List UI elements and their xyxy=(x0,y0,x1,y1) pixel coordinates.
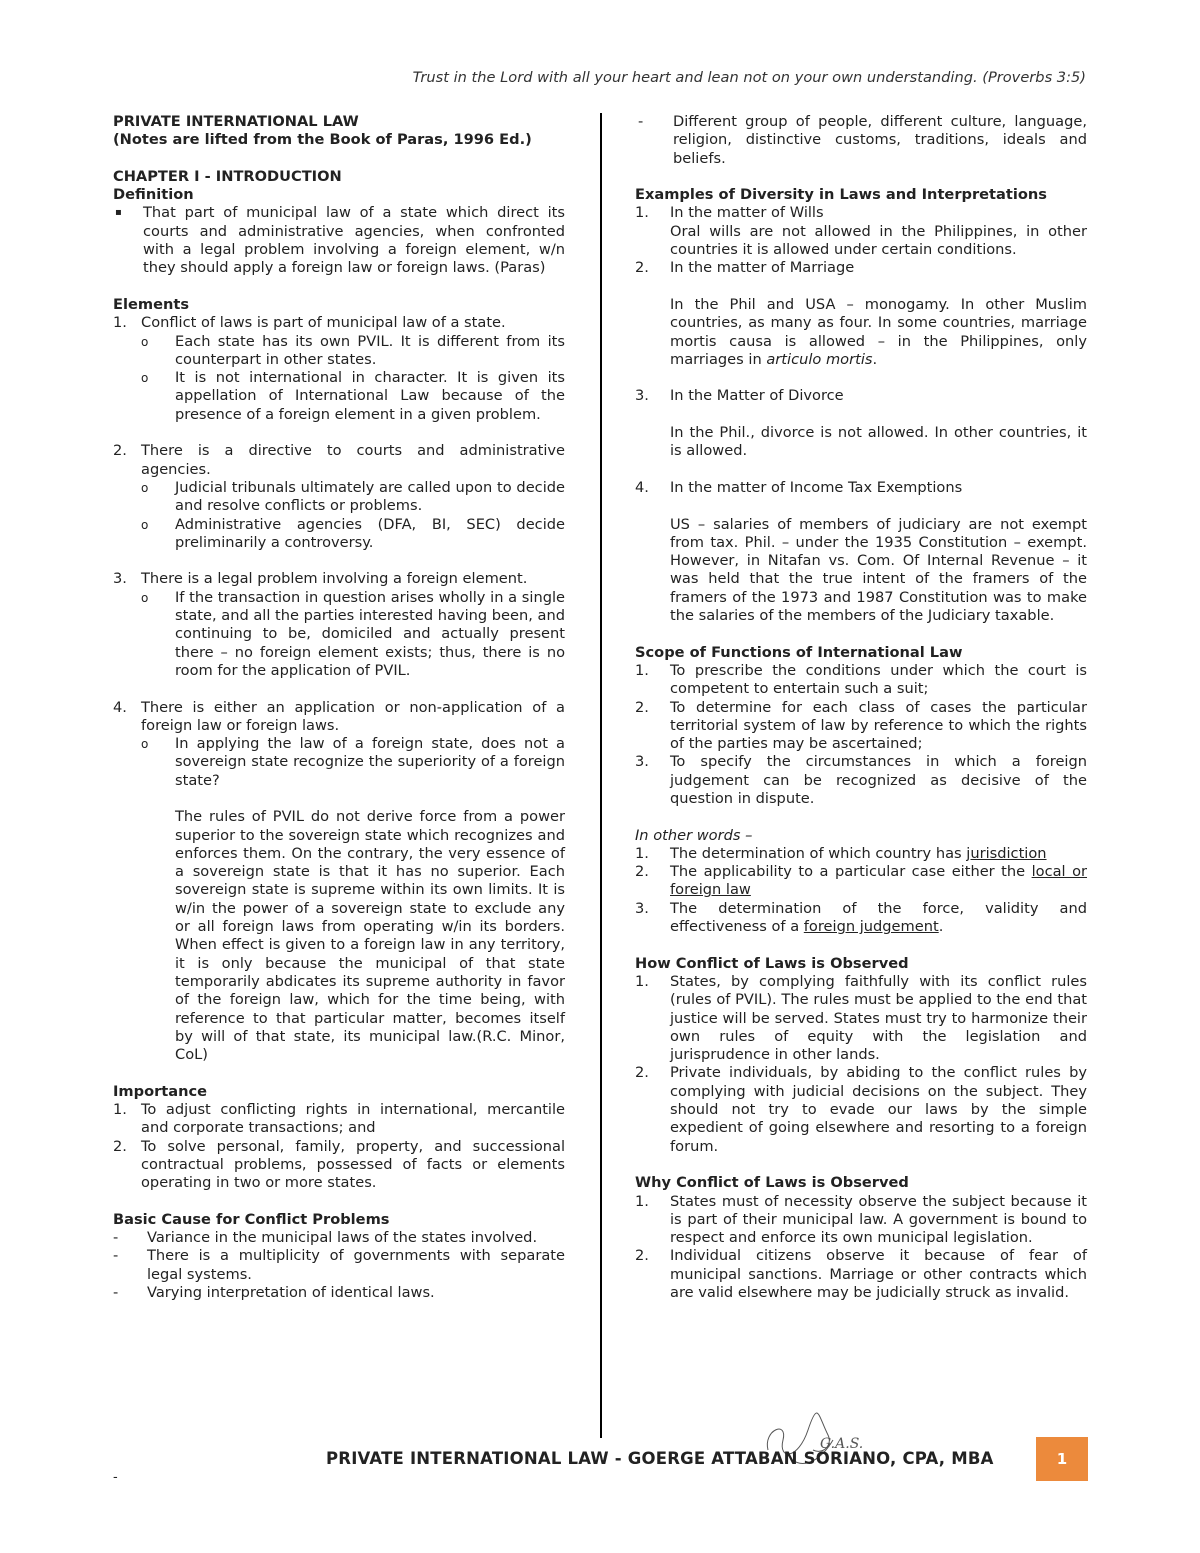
list-number: 2. xyxy=(113,442,127,460)
list-number: 2. xyxy=(635,1064,649,1082)
dash-bullet: - xyxy=(113,1284,119,1301)
list-item xyxy=(635,259,1087,277)
list-number: 1. xyxy=(635,661,649,679)
definition-heading: Definition xyxy=(113,186,194,204)
signature-initials: G.A.S. xyxy=(820,1436,864,1452)
list-number: 1. xyxy=(635,972,649,990)
list-text: In the matter of Marriage xyxy=(670,259,855,277)
list-text: There is either an application or non-application of a foreign law or foreign laws. xyxy=(141,698,565,734)
list-text: Varying interpretation of identical laws. xyxy=(147,1284,435,1301)
square-bullet-icon: ▪ xyxy=(115,207,122,219)
footer-mark: - xyxy=(113,1470,118,1485)
list-item xyxy=(635,204,1087,222)
list-number: 4. xyxy=(635,478,649,496)
list-number: 2. xyxy=(113,1137,127,1155)
list-text: Individual citizens observe it because of fear of municipal sanctions. Marriage or other contracts which are valid elsewhere may be judicially struck as invalid. xyxy=(670,1247,1087,1301)
list-text: There is a multiplicity of governments with separate legal systems. xyxy=(147,1247,565,1283)
list-text: There is a directive to courts and administrative agencies. xyxy=(141,442,565,478)
list-item xyxy=(635,387,1087,405)
sub-text: It is not international in character. It is given its appellation of International Law because of the presence of a foreign element in a given problem. xyxy=(175,369,565,423)
underlined-term: foreign judgement xyxy=(803,918,939,936)
list-text: To determine for each class of cases the particular territorial system of law by reference to which the rights of the parties may be ascertained; xyxy=(670,698,1087,753)
list-item xyxy=(635,900,1087,937)
sub-text: Administrative agencies (DFA, BI, SEC) decide preliminarily a controversy. xyxy=(175,515,565,551)
list-item xyxy=(635,863,1087,900)
list-text: States must of necessity observe the subject because it is part of their municipal law. A government is bound to respect and enforce its own municipal legislation. xyxy=(670,1192,1087,1247)
sub-item xyxy=(141,589,565,680)
list-item xyxy=(113,1101,565,1138)
list-item xyxy=(635,753,1087,808)
list-item xyxy=(635,479,1087,497)
why-heading: Why Conflict of Laws is Observed xyxy=(635,1174,909,1192)
sub-item xyxy=(141,369,565,424)
list-number: 3. xyxy=(635,753,649,771)
marriage-italic: articulo mortis xyxy=(766,350,873,368)
circle-bullet-icon: o xyxy=(141,480,149,495)
list-text xyxy=(670,845,1087,863)
list-number: 2. xyxy=(635,698,649,716)
list-text xyxy=(670,900,1087,937)
list-item xyxy=(113,1247,565,1284)
underlined-term: jurisdiction xyxy=(966,844,1047,862)
in-other-words: In other words – xyxy=(635,826,753,844)
list-item xyxy=(113,314,565,332)
list-number: 1. xyxy=(635,204,649,222)
scope-heading: Scope of Functions of International Law xyxy=(635,643,963,661)
list-number: 3. xyxy=(113,570,127,588)
list-number: 1. xyxy=(635,1192,649,1210)
definition-text: That part of municipal law of a state which direct its courts and administrative agencies, when confronted with a legal problem involving a foreign element, w/n they should apply a foreign law or foreign laws. (Paras) xyxy=(143,204,565,277)
sub-text: In applying the law of a foreign state, does not a sovereign state recognize the superiority of a foreign state? xyxy=(175,735,565,789)
page-number-badge xyxy=(1036,1437,1088,1481)
underlined-term: local or foreign law xyxy=(670,863,1088,899)
list-item xyxy=(635,973,1087,1064)
circle-bullet-icon: o xyxy=(141,737,149,752)
definition-item xyxy=(113,204,565,277)
how-heading: How Conflict of Laws is Observed xyxy=(635,954,909,972)
page-number: 1 xyxy=(1056,1450,1068,1468)
list-text xyxy=(670,863,1087,900)
sub-item xyxy=(141,516,565,553)
list-number: 2. xyxy=(635,259,649,277)
elements-heading: Elements xyxy=(113,295,190,313)
list-text: In the Matter of Divorce xyxy=(670,387,844,405)
list-text: In the matter of Income Tax Exemptions xyxy=(670,478,963,496)
sub-item xyxy=(141,479,565,516)
basic-cause-heading: Basic Cause for Conflict Problems xyxy=(113,1210,390,1228)
list-text: In the matter of Wills xyxy=(670,204,824,222)
circle-bullet-icon: o xyxy=(141,590,149,605)
list-item xyxy=(635,1193,1087,1248)
list-text: Variance in the municipal laws of the states involved. xyxy=(147,1229,538,1247)
right-column xyxy=(635,113,1087,1302)
list-item xyxy=(635,113,1087,168)
circle-bullet-icon: o xyxy=(141,371,149,386)
list-text: To adjust conflicting rights in international, mercantile and corporate transactions; and xyxy=(141,1101,565,1137)
wills-paragraph: Oral wills are not allowed in the Philippines, in other countries it is allowed under certain conditions. xyxy=(670,222,1087,259)
sub-item xyxy=(141,735,565,790)
column-divider xyxy=(600,113,602,1438)
importance-heading: Importance xyxy=(113,1082,208,1100)
text-end: . xyxy=(938,918,944,936)
list-item xyxy=(113,570,565,588)
list-item xyxy=(113,1229,565,1247)
sovereignty-paragraph: The rules of PVIL do not derive force from a power superior to the sovereign state which recognizes and enforces them. On the contrary, the very essence of a sovereign state is that it has no superior. Each sovereign state is supreme within its own limits. It is w/in the power of a sovereign state to exclude any or all foreign laws from operating w/in its borders. When effect is given to a foreign law in any territory, it is only because the municipal of that state temporarily abdicates its supreme authority in favor of the foreign law, which for the time being, with reference to that particular matter, becomes itself by will of that state, its municipal law.(R.C. Minor, CoL) xyxy=(175,808,565,1064)
list-number: 2. xyxy=(635,1247,649,1265)
marriage-end: . xyxy=(872,350,878,368)
marriage-paragraph xyxy=(670,296,1087,369)
list-item xyxy=(113,1284,565,1302)
text-part: The determination of the force, validity and effectiveness of a xyxy=(670,899,1087,936)
divorce-paragraph: In the Phil., divorce is not allowed. In other countries, it is allowed. xyxy=(670,424,1087,460)
list-text: To solve personal, family, property, and successional contractual problems, possessed of facts or elements operating in two or more states. xyxy=(141,1137,565,1192)
dash-bullet: - xyxy=(113,1247,119,1265)
diversity-heading: Examples of Diversity in Laws and Interpretations xyxy=(635,186,1047,204)
list-item xyxy=(635,662,1087,699)
list-text: To specify the circumstances in which a foreign judgement can be recognized as decisive of the question in dispute. xyxy=(670,753,1087,807)
list-text: There is a legal problem involving a foreign element. xyxy=(141,570,528,588)
list-text: States, by complying faithfully with its conflict rules (rules of PVIL). The rules must be applied to the end that justice will be served. States must try to harmonize their own rules of equity with the legislation and jurisprudence in other lands. xyxy=(670,972,1087,1064)
sub-text: Each state has its own PVIL. It is different from its counterpart in other states. xyxy=(175,332,565,368)
list-item xyxy=(635,1247,1087,1302)
tax-paragraph: US – salaries of members of judiciary are not exempt from tax. Phil. – under the 1935 Constitution – exempt. However, in Nitafan vs. Com. Of Internal Revenue – it was held that the true intent of the framers of the framers of the 1973 and 1987 Constitution was to make the salaries of the members of the Judiciary taxable. xyxy=(670,515,1087,625)
list-item xyxy=(113,442,565,479)
chapter-heading: CHAPTER I - INTRODUCTION xyxy=(113,167,342,185)
text-part: The applicability to a particular case either the xyxy=(670,863,1026,881)
list-text: To prescribe the conditions under which the court is competent to entertain such a suit; xyxy=(670,661,1087,698)
dash-bullet: - xyxy=(638,113,644,130)
dash-bullet: - xyxy=(113,1229,119,1247)
sub-text: Judicial tribunals ultimately are called upon to decide and resolve conflicts or problems. xyxy=(175,478,565,515)
document-subtitle: (Notes are lifted from the Book of Paras, 1996 Ed.) xyxy=(113,131,532,149)
sub-item xyxy=(141,333,565,370)
list-text: Conflict of laws is part of municipal law of a state. xyxy=(141,314,506,332)
document-title: PRIVATE INTERNATIONAL LAW xyxy=(113,113,359,130)
list-item xyxy=(635,1064,1087,1155)
list-item xyxy=(113,699,565,736)
marriage-text: In the Phil and USA – monogamy. In other Muslim countries, as many as four. In some countries, marriage mortis causa is allowed – in the Philippines, only marriages in xyxy=(670,295,1087,368)
list-text: Private individuals, by abiding to the conflict rules by complying with judicial decisions on the subject. They should not try to evade our laws by the simple expedient of going elsewhere and resorting to a foreign forum. xyxy=(670,1064,1087,1155)
list-number: 2. xyxy=(635,863,649,881)
list-item xyxy=(635,845,1087,863)
sub-text: If the transaction in question arises wholly in a single state, and all the parties interested having been, and continuing to be, domiciled and actually present there – no foreign element exists; thus, there is no room for the application of PVIL. xyxy=(175,588,565,679)
left-column xyxy=(113,113,565,1302)
list-text: Different group of people, different culture, language, religion, distinctive customs, traditions, ideals and beliefs. xyxy=(673,113,1087,167)
list-number: 1. xyxy=(113,314,127,332)
epigraph: Trust in the Lord with all your heart and lean not on your own understanding. (Proverbs 3:5) xyxy=(412,69,1086,86)
list-item xyxy=(113,1138,565,1193)
list-number: 1. xyxy=(635,844,649,862)
circle-bullet-icon: o xyxy=(141,334,149,349)
text-part: The determination of which country has xyxy=(670,844,962,862)
list-number: 3. xyxy=(635,899,649,917)
list-item xyxy=(635,699,1087,754)
list-number: 4. xyxy=(113,698,127,716)
list-number: 3. xyxy=(635,387,649,405)
footer-text: PRIVATE INTERNATIONAL LAW - GOERGE ATTABAN SORIANO, CPA, MBA xyxy=(326,1449,994,1468)
circle-bullet-icon: o xyxy=(141,517,149,532)
list-number: 1. xyxy=(113,1101,127,1119)
